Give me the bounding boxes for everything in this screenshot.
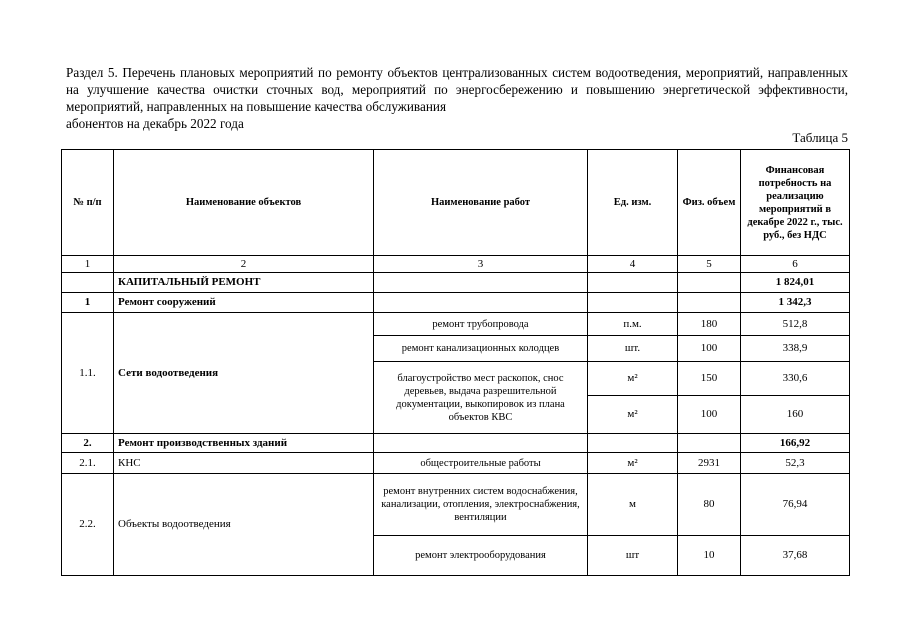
col-number: 5 — [678, 256, 741, 273]
capital-repair-total: 1 824,01 — [741, 273, 850, 293]
cost: 512,8 — [741, 313, 850, 336]
volume: 100 — [678, 396, 741, 434]
table-row — [62, 453, 850, 474]
unit: м² — [588, 453, 678, 474]
unit: м — [588, 474, 678, 536]
volume: 100 — [678, 336, 741, 362]
item-num: 2.2. — [62, 474, 114, 576]
section-total: 166,92 — [741, 434, 850, 453]
table-row — [62, 474, 850, 536]
section-total: 1 342,3 — [741, 293, 850, 313]
section-num: 2. — [62, 434, 114, 453]
table-row — [62, 313, 850, 336]
volume: 80 — [678, 474, 741, 536]
cost: 52,3 — [741, 453, 850, 474]
header-num: № п/п — [62, 150, 114, 256]
volume: 150 — [678, 362, 741, 396]
col-number: 1 — [62, 256, 114, 273]
unit: м² — [588, 396, 678, 434]
volume: 180 — [678, 313, 741, 336]
volume: 2931 — [678, 453, 741, 474]
section-label: Ремонт сооружений — [114, 293, 374, 313]
header-finance: Финансовая потребность на реализацию мероприятий в декабре 2022 г., тыс. руб., без НДС — [741, 150, 850, 256]
table-label: Таблица 5 — [792, 130, 848, 145]
header-row — [62, 150, 850, 256]
cost: 338,9 — [741, 336, 850, 362]
empty-cell — [588, 273, 678, 293]
cost: 37,68 — [741, 536, 850, 576]
section-heading-last-line: абонентов на декабрь 2022 года — [66, 116, 244, 131]
col-number: 2 — [114, 256, 374, 273]
section-row — [62, 293, 850, 313]
unit: шт. — [588, 336, 678, 362]
work-name: ремонт канализационных колодцев — [374, 336, 588, 362]
volume: 10 — [678, 536, 741, 576]
work-name: ремонт внутренних систем водоснабжения, канализации, отопления, электроснабжения, вентиляции — [374, 474, 588, 536]
empty-cell — [588, 434, 678, 453]
col-number: 3 — [374, 256, 588, 273]
unit: шт — [588, 536, 678, 576]
empty-cell — [374, 293, 588, 313]
section-label: Ремонт производственных зданий — [114, 434, 374, 453]
section-num: 1 — [62, 293, 114, 313]
empty-cell — [678, 273, 741, 293]
header-object: Наименование объектов — [114, 150, 374, 256]
empty-cell — [588, 293, 678, 313]
item-num: 1.1. — [62, 313, 114, 434]
header-unit: Ед. изм. — [588, 150, 678, 256]
empty-cell — [374, 434, 588, 453]
empty-cell — [374, 273, 588, 293]
repair-plan-table — [61, 149, 850, 576]
cost: 160 — [741, 396, 850, 434]
work-name: благоустройство мест раскопок, снос деревьев, выдача разрешительной документации, выкопировок из плана объектов КВС — [374, 362, 588, 434]
col-number: 4 — [588, 256, 678, 273]
item-object: Сети водоотведения — [114, 313, 374, 434]
empty-cell — [62, 273, 114, 293]
item-object: КНС — [114, 453, 374, 474]
section-heading: Раздел 5. Перечень плановых мероприятий по ремонту объектов централизованных систем водоотведения, мероприятий, направленных на улучшение качества очистки сточных вод, мероприятий по энергосбережению и повышению энергетической эффективности, мероприятий, направленных на повышение качества обслуживания — [66, 65, 848, 114]
header-volume: Физ. объем — [678, 150, 741, 256]
header-work: Наименование работ — [374, 150, 588, 256]
work-name: ремонт электрооборудования — [374, 536, 588, 576]
col-number: 6 — [741, 256, 850, 273]
cost: 76,94 — [741, 474, 850, 536]
section-row — [62, 434, 850, 453]
work-name: общестроительные работы — [374, 453, 588, 474]
item-object: Объекты водоотведения — [114, 474, 374, 576]
capital-repair-row — [62, 273, 850, 293]
unit: м² — [588, 362, 678, 396]
capital-repair-label: КАПИТАЛЬНЫЙ РЕМОНТ — [114, 273, 374, 293]
item-num: 2.1. — [62, 453, 114, 474]
cost: 330,6 — [741, 362, 850, 396]
empty-cell — [678, 434, 741, 453]
column-number-row — [62, 256, 850, 273]
empty-cell — [678, 293, 741, 313]
work-name: ремонт трубопровода — [374, 313, 588, 336]
unit: п.м. — [588, 313, 678, 336]
